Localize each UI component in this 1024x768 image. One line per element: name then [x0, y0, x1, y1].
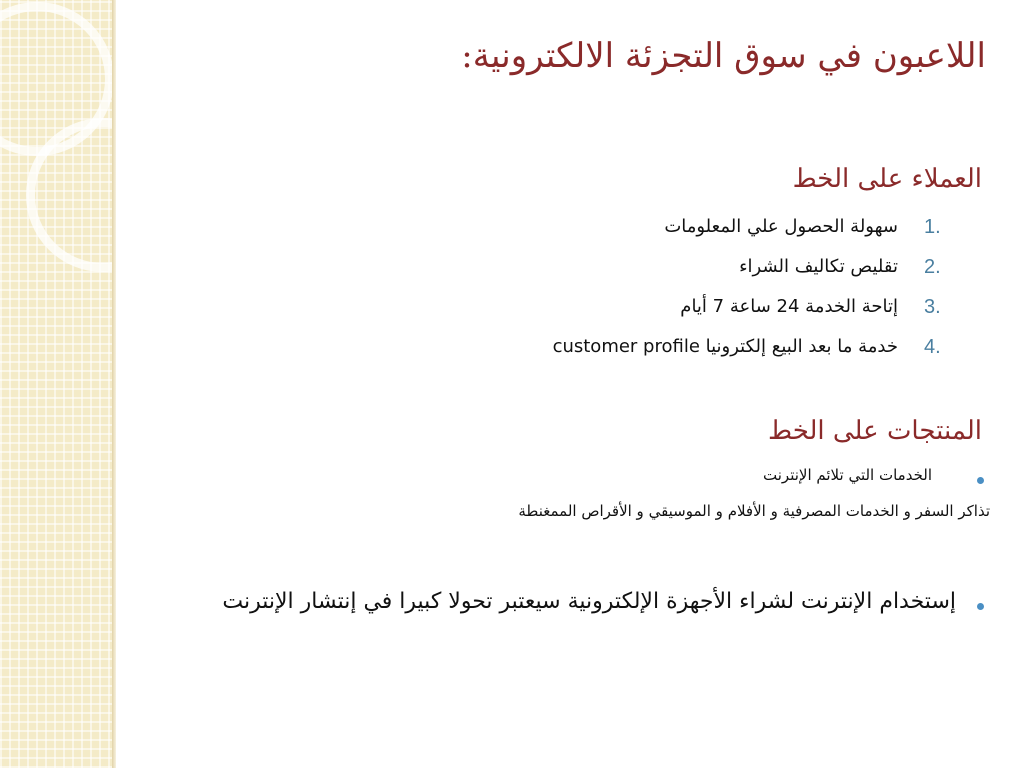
bullet-dot-icon	[977, 603, 984, 610]
list-item-text: سهولة الحصول علي المعلومات	[664, 216, 898, 237]
services-label: الخدمات التي تلائم الإنترنت	[763, 466, 932, 484]
list-item	[334, 294, 954, 334]
section-heading-customers: العملاء على الخط	[792, 164, 982, 194]
list-number: 3.	[924, 296, 941, 318]
list-number: 4.	[924, 336, 941, 358]
side-panel-edge	[112, 0, 116, 768]
list-number: 2.	[924, 256, 941, 278]
list-item-text: إتاحة الخدمة 24 ساعة 7 أيام	[680, 296, 898, 317]
services-items-text: تذاكر السفر و الخدمات المصرفية و الأفلام و الموسيقي و الأقراص الممغنطة	[518, 502, 990, 520]
closing-bullet-row	[164, 588, 984, 658]
decorative-side-panel	[0, 0, 112, 768]
closing-bullet-text: إستخدام الإنترنت لشراء الأجهزة الإلكترونية سيعتبر تحولا كبيرا في إنتشار الإنترنت	[222, 589, 956, 614]
section-heading-products: المنتجات على الخط	[768, 416, 982, 446]
slide-title: اللاعبون في سوق التجزئة الالكترونية:	[461, 36, 986, 76]
list-item	[334, 214, 954, 254]
bullet-dot-icon	[977, 477, 984, 484]
list-number: 1.	[924, 216, 941, 238]
numbered-list	[334, 214, 954, 374]
list-item-text: خدمة ما بعد البيع إلكترونيا customer profile	[552, 336, 898, 357]
services-bullet-row	[584, 466, 984, 490]
list-item	[334, 334, 954, 374]
list-item	[334, 254, 954, 294]
list-item-text: تقليص تكاليف الشراء	[739, 256, 898, 277]
